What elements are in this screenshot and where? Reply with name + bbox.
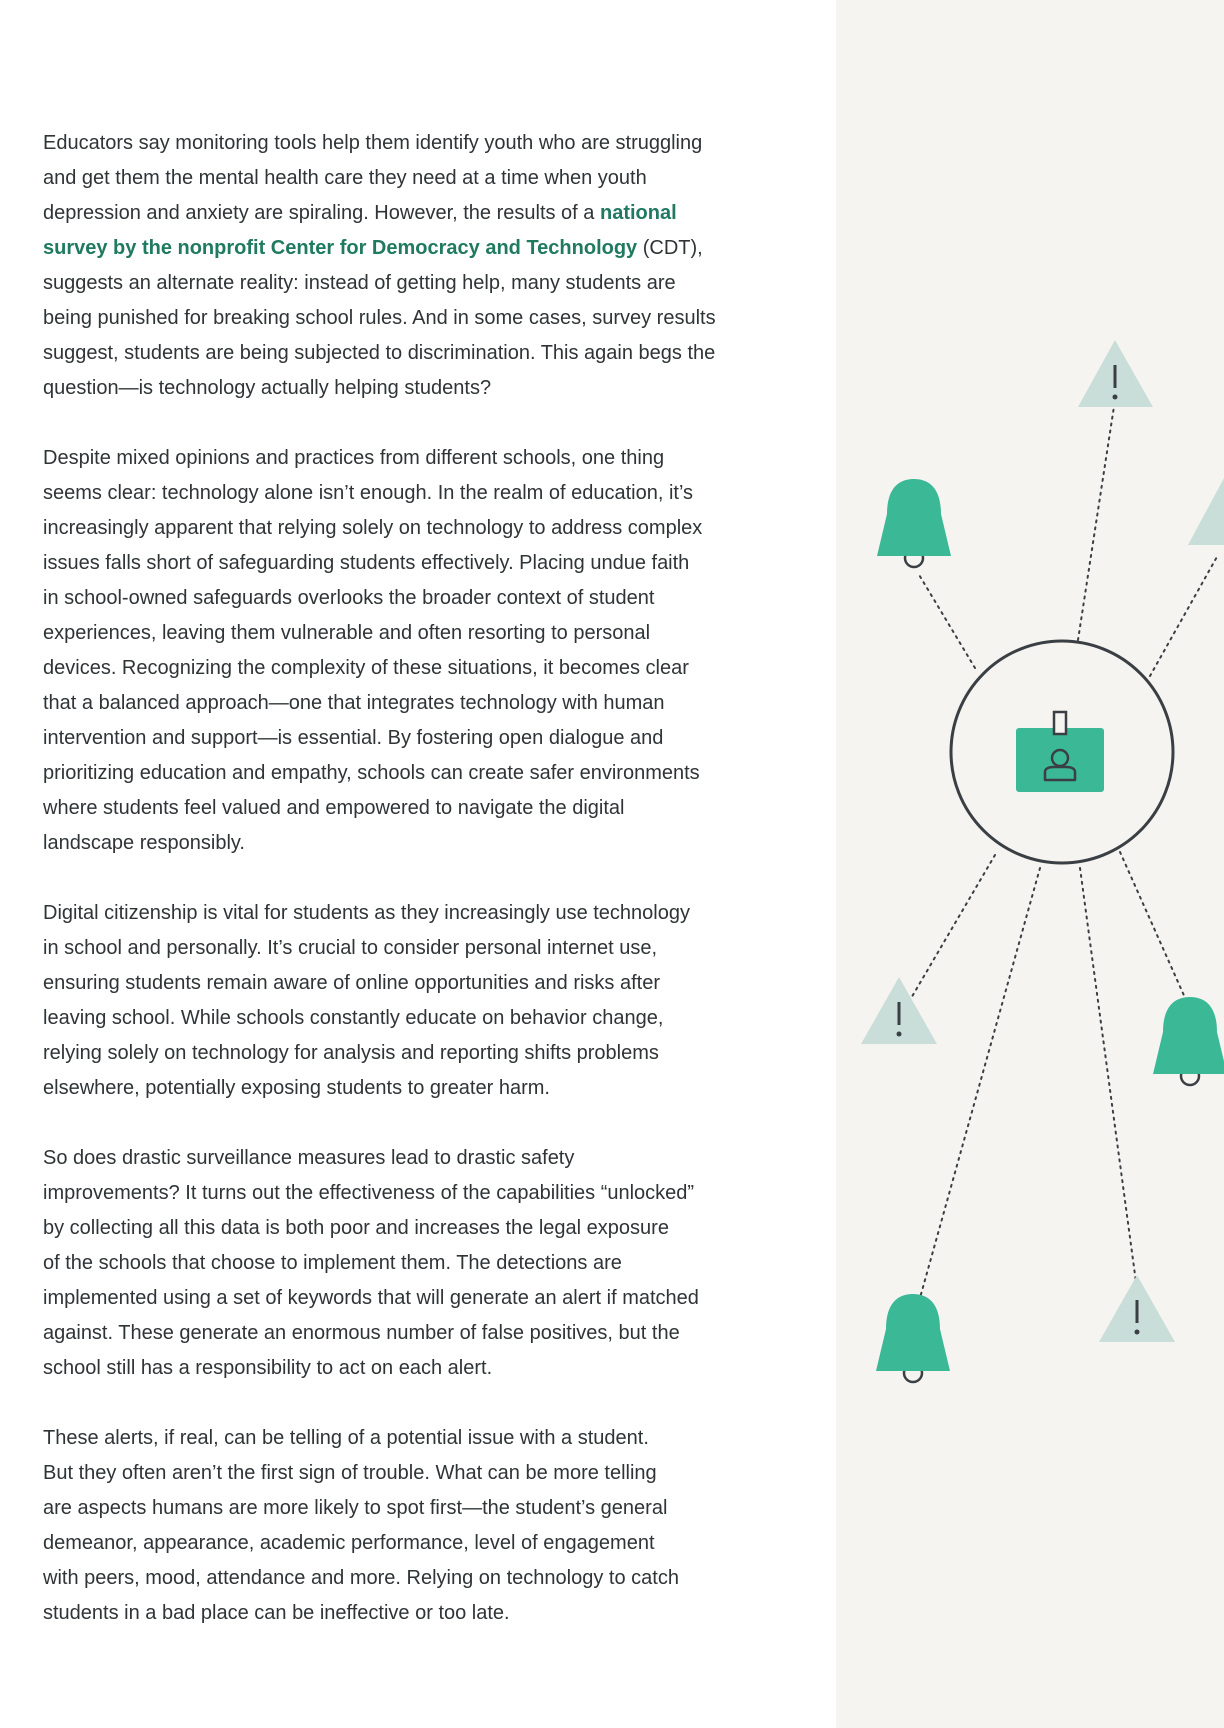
paragraph-digital-citizenship: Digital citizenship is vital for students as they increasingly use technology in school and personally. It’s crucial to consider personal internet use, ensuring students remain aware of online opportunities and risks after leaving school. While schools constantly educate on behavior change, relying solely on technology for analysis and reporting shifts problems elsewhere, potentially exposing students to greater harm.: [43, 902, 690, 1099]
bell-icon: [877, 479, 951, 567]
paragraph-survey: [43, 126, 783, 406]
network-illustration: [836, 0, 1224, 1728]
warning-triangle-icon: [1078, 340, 1153, 407]
cdt-survey-link[interactable]: national survey by the nonprofit Center for Democracy and Technology: [43, 202, 677, 259]
paragraph-survey-text-end: (CDT), suggests an alternate reality: instead of getting help, many students are being punished for breaking school rules. And in some cases, survey results suggest, students are being subjected to discrimination. This again begs the question—is technology actually helping students?: [43, 237, 716, 399]
bell-icon: [876, 1294, 950, 1382]
paragraph-alerts: These alerts, if real, can be telling of a potential issue with a student. But they often aren’t the first sign of trouble. What can be more telling are aspects humans are more likely to spot first—the student’s general demeanor, appearance, academic performance, level of engagement with peers, mood, attendance and more. Relying on technology to catch students in a bad place can be ineffective or too late.: [43, 1427, 679, 1624]
paragraph-balanced-approach: Despite mixed opinions and practices from different schools, one thing seems clear: technology alone isn’t enough. In the realm of education, it’s increasingly apparent that relying solely on technology to address complex issues falls short of safeguarding students effectively. Placing undue faith in school-owned safeguards overlooks the broader context of student experiences, leaving them vulnerable and often resorting to personal devices. Recognizing the complexity of these situations, it becomes clear that a balanced approach—one that integrates technology with human intervention and support—is essential. By fostering open dialogue and prioritizing education and empathy, schools can create safer environments where students feel valued and empowered to navigate the digital landscape responsibly.: [43, 447, 703, 854]
warning-triangle-icon: [1099, 1275, 1175, 1342]
paragraph-survey-text: Educators say monitoring tools help them identify youth who are struggling and get them the mental health care they need at a time when youth depression and anxiety are spiraling. However, the results of a: [43, 132, 703, 224]
warning-triangle-icon: [1188, 478, 1224, 545]
illustration-panel: [836, 0, 1224, 1728]
warning-triangle-icon: [861, 977, 937, 1044]
bell-icon: [1153, 997, 1224, 1085]
article-body: [43, 126, 783, 1666]
paragraph-surveillance: So does drastic surveillance measures lead to drastic safety improvements? It turns out the effectiveness of the capabilities “unlocked” by collecting all this data is both poor and increases the legal exposure of the schools that choose to implement them. The detections are implemented using a set of keywords that will generate an alert if matched against. These generate an enormous number of false positives, but the school still has a responsibility to act on each alert.: [43, 1147, 699, 1379]
